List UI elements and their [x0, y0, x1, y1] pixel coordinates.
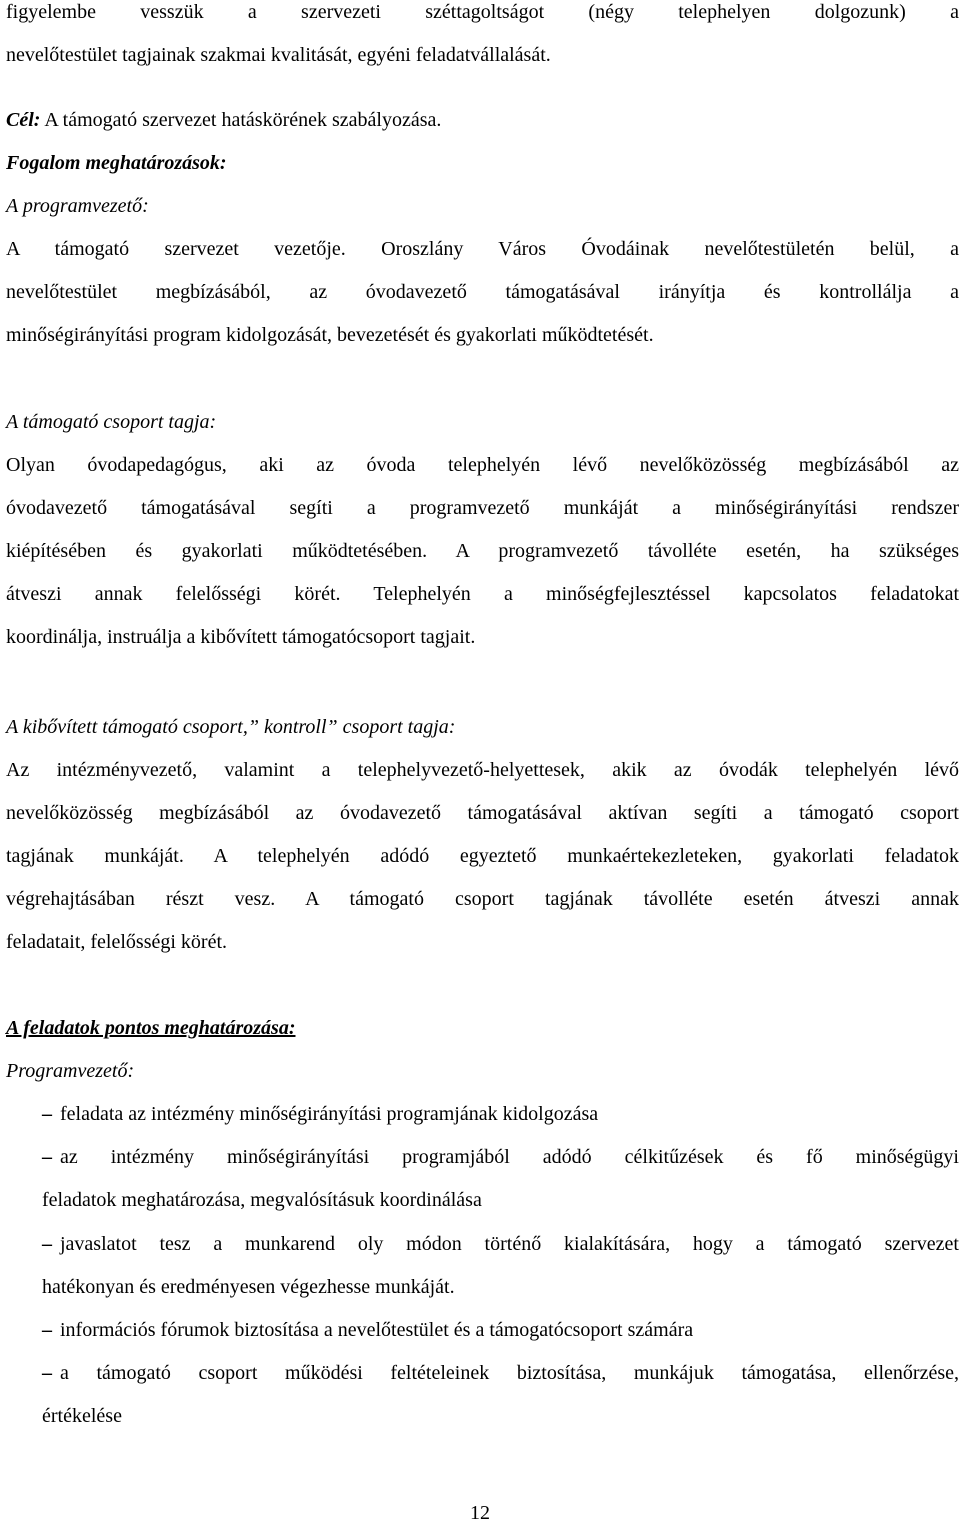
tasks-heading: A feladatok pontos meghatározása:	[6, 1017, 296, 1039]
extended-member-line-1: Az intézményvezető, valamint a telephelyvezető-helyettesek, akik az óvodák telephelyén lévő	[6, 759, 959, 781]
program-leader-line-1: A támogató szervezet vezetője. Oroszlány Város Óvodáinak nevelőtestületén belül, a	[6, 238, 959, 260]
dash-bullet: –	[42, 1146, 52, 1168]
extended-member-heading: A kibővített támogató csoport,” kontroll” csoport tagja:	[6, 716, 456, 738]
goal-text: A támogató szervezet hatáskörének szabályozása.	[40, 109, 442, 131]
dash-bullet: –	[42, 1103, 52, 1125]
extended-member-line-3: tagjának munkáját. A telephelyén adódó egyeztető munkaértekezleteken, gyakorlati feladatok	[6, 845, 959, 867]
task-item-1	[42, 1102, 959, 1126]
support-member-heading: A támogató csoport tagja:	[6, 411, 217, 433]
support-member-line-4: átveszi annak felelősségi körét. Telephelyén a minőségfejlesztéssel kapcsolatos feladatokat	[6, 583, 959, 605]
support-member-line-1: Olyan óvodapedagógus, aki az óvoda telephelyén lévő nevelőközösség megbízásából az	[6, 454, 959, 476]
program-leader-heading: A programvezető:	[6, 195, 149, 217]
task-item-3	[42, 1232, 959, 1256]
definitions-heading: Fogalom meghatározások:	[6, 152, 227, 174]
task-text: információs fórumok biztosítása a nevelőtestület és a támogatócsoport számára	[60, 1319, 694, 1341]
support-member-line-2: óvodavezető támogatásával segíti a programvezető munkáját a minőségirányítási rendszer	[6, 497, 959, 519]
tasks-subheading: Programvezető:	[6, 1060, 135, 1082]
task-item-5	[42, 1361, 959, 1385]
task-item-4	[42, 1318, 959, 1342]
support-member-line-5: koordinálja, instruálja a kibővített támogatócsoport tagjait.	[6, 626, 476, 648]
task-item-2	[42, 1145, 959, 1169]
program-leader-line-2: nevelőtestület megbízásából, az óvodavezető támogatásával irányítja és kontrollálja a	[6, 281, 959, 303]
extended-member-line-5: feladatait, felelősségi körét.	[6, 931, 228, 953]
program-leader-line-3: minőségirányítási program kidolgozását, bevezetését és gyakorlati működtetését.	[6, 324, 654, 346]
intro-line-1: figyelembe vesszük a szervezeti széttagoltságot (négy telephelyen dolgozunk) a	[6, 1, 959, 23]
task-item-5-cont: értékelése	[42, 1405, 122, 1427]
task-item-3-cont: hatékonyan és eredményesen végezhesse munkáját.	[42, 1276, 455, 1298]
extended-member-line-4: végrehajtásában részt vesz. A támogató csoport tagjának távolléte esetén átveszi annak	[6, 888, 959, 910]
task-text: az intézmény minőségirányítási programjából adódó célkitűzések és fő minőségügyi	[60, 1146, 959, 1168]
extended-member-line-2: nevelőközösség megbízásából az óvodavezető támogatásával aktívan segíti a támogató csoport	[6, 802, 959, 824]
task-item-2-cont: feladatok meghatározása, megvalósításuk koordinálása	[42, 1189, 482, 1211]
intro-line-2: nevelőtestület tagjainak szakmai kvalitását, egyéni feladatvállalását.	[6, 44, 551, 66]
dash-bullet: –	[42, 1233, 52, 1255]
task-text: feladata az intézmény minőségirányítási programjának kidolgozása	[60, 1103, 599, 1125]
task-text: javaslatot tesz a munkarend oly módon történő kialakítására, hogy a támogató szervezet	[60, 1233, 959, 1255]
dash-bullet: –	[42, 1319, 52, 1341]
support-member-line-3: kiépítésében és gyakorlati működtetésében. A programvezető távolléte esetén, ha szükséges	[6, 540, 959, 562]
goal-label: Cél:	[6, 109, 41, 131]
dash-bullet: –	[42, 1362, 52, 1384]
page-number: 12	[470, 1502, 490, 1524]
task-text: a támogató csoport működési feltételeinek biztosítása, munkájuk támogatása, ellenőrzése,	[60, 1362, 959, 1384]
goal-line	[6, 108, 959, 132]
